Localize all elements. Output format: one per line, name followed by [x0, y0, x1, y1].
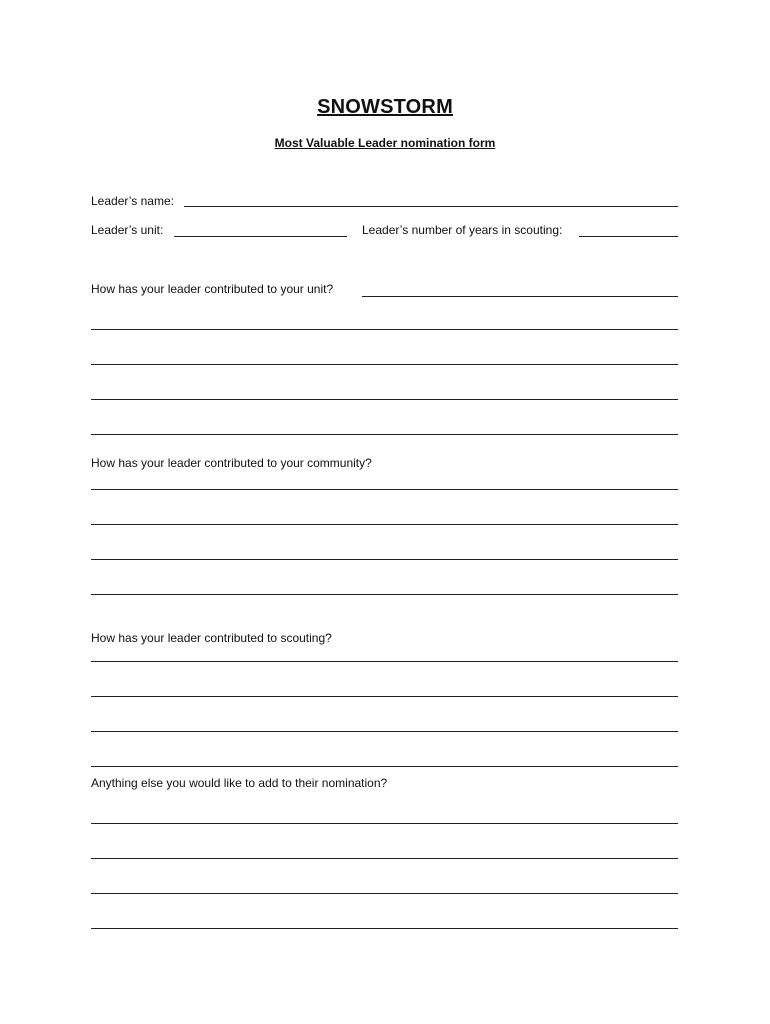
form-title: SNOWSTORM	[317, 96, 453, 118]
answer-unit-line[interactable]	[362, 296, 678, 297]
leader-unit-field[interactable]	[174, 236, 347, 237]
answer-anything-else-line[interactable]	[91, 823, 678, 824]
answer-community-line[interactable]	[91, 594, 678, 595]
answer-anything-else-line[interactable]	[91, 858, 678, 859]
leader-years-field[interactable]	[579, 236, 678, 237]
answer-scouting-line[interactable]	[91, 766, 678, 767]
answer-scouting-line[interactable]	[91, 696, 678, 697]
question-scouting-label: How has your leader contributed to scouting?	[91, 631, 332, 645]
answer-community-line[interactable]	[91, 559, 678, 560]
answer-unit-line[interactable]	[91, 329, 678, 330]
answer-anything-else-line[interactable]	[91, 928, 678, 929]
question-unit-label: How has your leader contributed to your unit?	[91, 282, 334, 296]
question-anything-else-label: Anything else you would like to add to their nomination?	[91, 776, 388, 790]
form-subtitle: Most Valuable Leader nomination form	[274, 136, 496, 150]
leader-name-field[interactable]	[184, 206, 678, 207]
answer-unit-line[interactable]	[91, 434, 678, 435]
leader-name-label: Leader’s name:	[91, 194, 174, 208]
answer-scouting-line[interactable]	[91, 731, 678, 732]
answer-scouting-line[interactable]	[91, 661, 678, 662]
leader-years-label: Leader’s number of years in scouting:	[362, 223, 563, 237]
question-community-label: How has your leader contributed to your community?	[91, 456, 372, 470]
answer-community-line[interactable]	[91, 524, 678, 525]
leader-unit-label: Leader’s unit:	[91, 223, 164, 237]
answer-anything-else-line[interactable]	[91, 893, 678, 894]
answer-unit-line[interactable]	[91, 399, 678, 400]
answer-unit-line[interactable]	[91, 364, 678, 365]
answer-community-line[interactable]	[91, 489, 678, 490]
